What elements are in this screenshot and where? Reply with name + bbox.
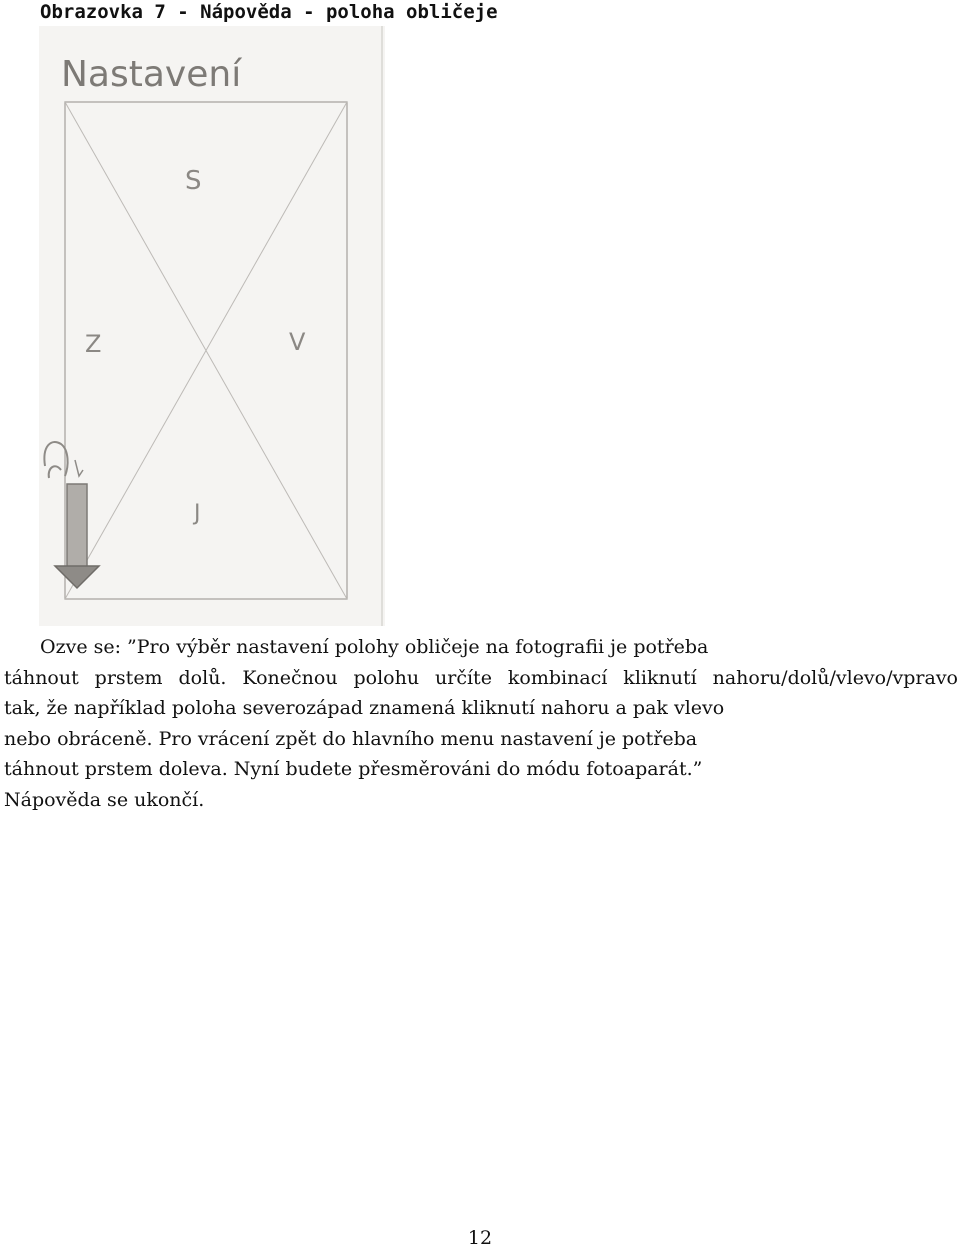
help-paragraph	[4, 632, 958, 815]
direction-label-west: Z	[85, 330, 102, 358]
hand-drawn-sketch	[39, 26, 385, 626]
paragraph-line: táhnout prstem dolů. Konečnou polohu určíte kombinací kliknutí nahoru/dolů/vlevo/vpravo	[4, 666, 958, 689]
drag-down-arrow-icon	[55, 484, 99, 588]
direction-label-north: S	[185, 166, 202, 196]
direction-label-east: V	[289, 328, 306, 356]
paragraph-line: Nápověda se ukončí.	[4, 788, 205, 811]
sketch-drawing	[39, 26, 385, 626]
paragraph-line: tak, že například poloha severozápad znamená kliknutí nahoru a pak vlevo	[4, 697, 725, 719]
finger-icon	[44, 442, 83, 478]
page-heading: Obrazovka 7 - Nápověda - poloha obličeje	[40, 1, 498, 23]
direction-label-south: J	[194, 501, 201, 526]
page-number: 12	[467, 1227, 493, 1249]
paragraph-line: nebo obráceně. Pro vrácení zpět do hlavního menu nastavení je potřeba	[4, 727, 698, 750]
sketch-title: Nastavení	[61, 54, 242, 95]
paragraph-line: Ozve se: ”Pro výběr nastavení polohy obličeje na fotografii je potřeba	[40, 636, 709, 658]
paragraph-line: táhnout prstem doleva. Nyní budete přesměrováni do módu fotoaparát.”	[4, 758, 703, 780]
